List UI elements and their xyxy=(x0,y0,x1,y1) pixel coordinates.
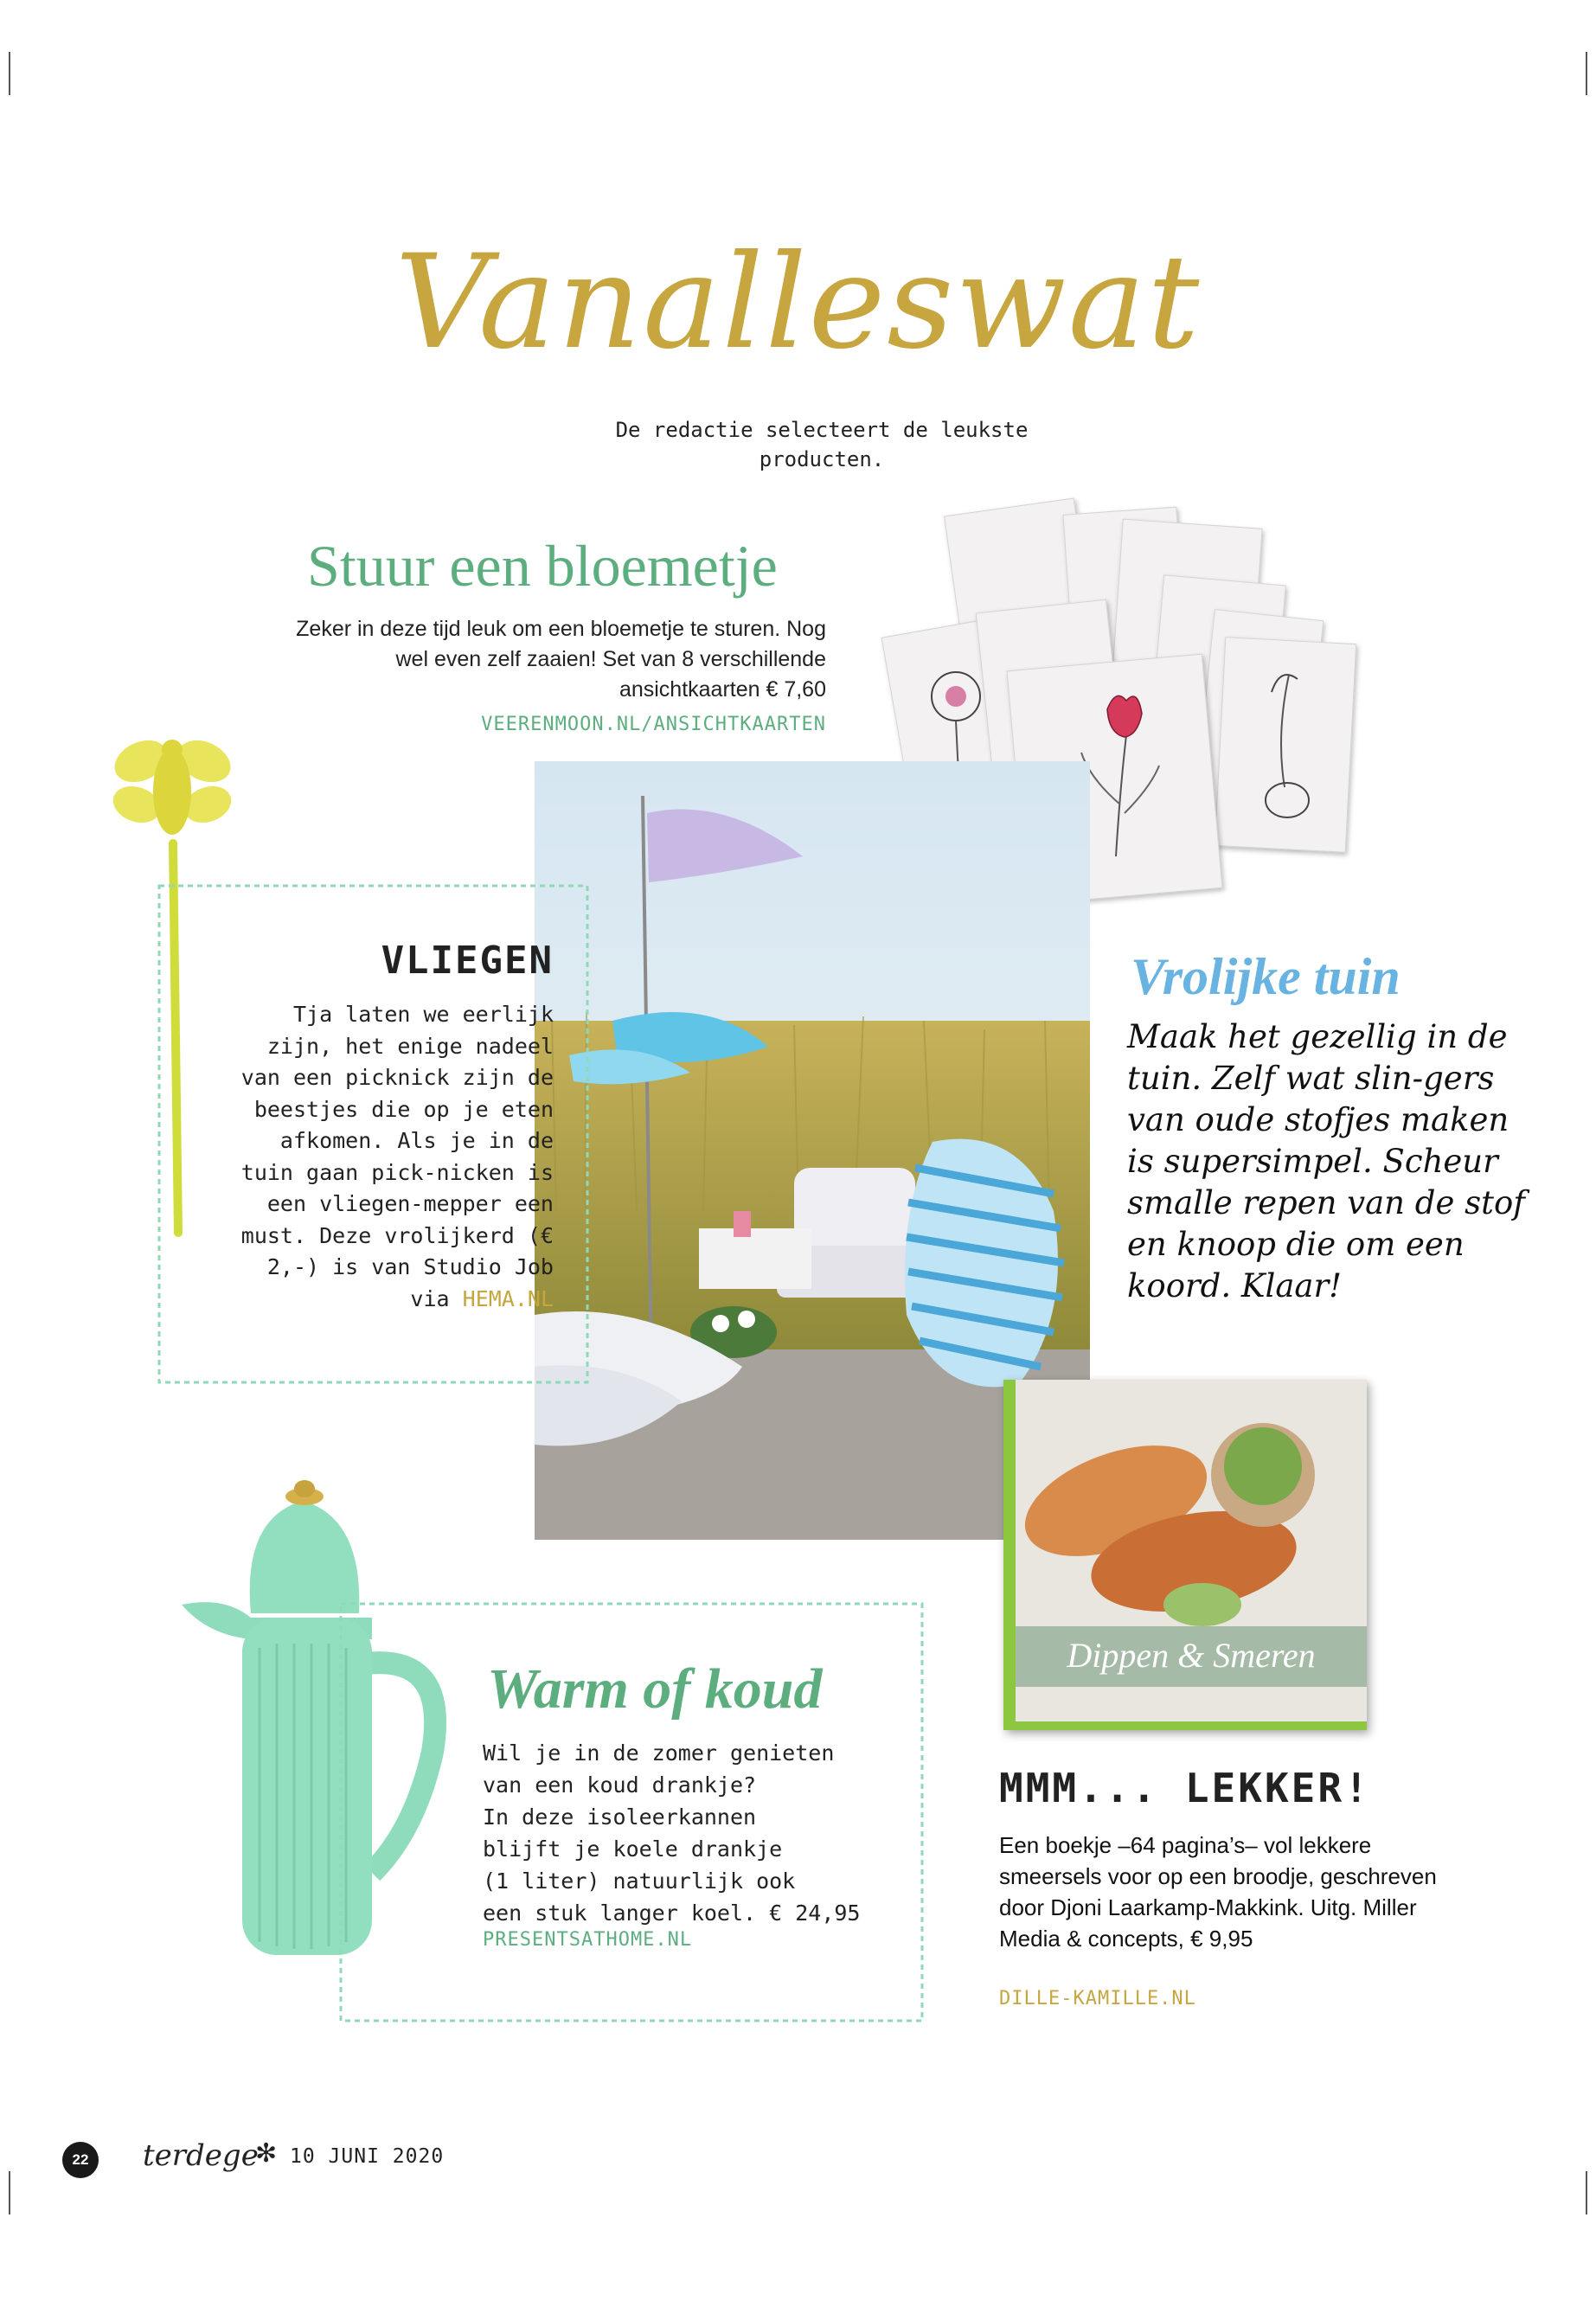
page-subtitle: De redactie selecteert de leukste producten. xyxy=(615,418,1029,471)
vliegen-body: Tja laten we eerlijk zijn, het enige nadeel van een picknick zijn de beestjes die op je eten afkomen. Als je in de tuin gaan pick-nicken is een vliegen-mepper een must. Deze vrolijkerd (€ 2,-) is van Studio Job via xyxy=(240,1002,554,1311)
crop-mark-bottom-right xyxy=(1586,2171,1587,2214)
lekker-heading: MMM... LEKKER! xyxy=(999,1765,1371,1811)
crop-mark-top-left xyxy=(9,52,10,95)
lekker-text: Een boekje –64 pagina’s– vol lekkere smeersels voor op een broodje, geschreven door Djoni Laarkamp-Makkink. Uitg. Miller Media & concepts, € 9,95 xyxy=(999,1832,1437,1952)
flower-drawing-icon xyxy=(908,657,1003,779)
book-cover-image xyxy=(1003,1380,1367,1730)
book-title: Dippen & Smeren xyxy=(1067,1636,1316,1675)
separator-star-icon: ✻ xyxy=(255,2139,278,2168)
bloemetje-link[interactable]: VEERENMOON.NL/ANSICHTKAARTEN xyxy=(481,714,826,735)
bloemetje-text: Zeker in deze tijd leuk om een bloemetje te sturen. Nog wel even zelf zaaien! Set van 8 verschillende ansichtkaarten € 7,60 xyxy=(296,617,826,702)
lekker-link[interactable]: DILLE-KAMILLE.NL xyxy=(999,1988,1196,2009)
page-number-badge: 22 xyxy=(62,2142,99,2178)
crop-mark-top-right xyxy=(1586,52,1587,95)
vliegen-heading: VLIEGEN xyxy=(381,939,554,983)
vliegen-text xyxy=(221,999,554,1315)
bloemetje-heading: Stuur een bloemetje xyxy=(307,533,778,599)
warm-of-koud-link[interactable]: PRESENTSATHOME.NL xyxy=(483,1929,693,1951)
bulb-drawing-icon xyxy=(1237,657,1332,830)
vrolijke-tuin-heading: Vrolijke tuin xyxy=(1131,948,1401,1005)
vrolijke-tuin-text: Maak het gezellig in de tuin. Zelf wat slin-gers van oude stofjes maken is supersimpel. Scheur smalle repen van de stof en knoop die om een koord. Klaar! xyxy=(1127,1018,1525,1304)
magazine-brand: terdege xyxy=(143,2138,259,2173)
warm-of-koud-heading: Warm of koud xyxy=(487,1657,823,1721)
crop-mark-bottom-left xyxy=(9,2171,10,2214)
issue-date: 10 JUNI 2020 xyxy=(290,2145,445,2168)
page-title: Vanalleswat xyxy=(394,228,1202,378)
vliegen-link[interactable]: HEMA.NL xyxy=(462,1285,554,1311)
warm-of-koud-text: Wil je in de zomer genieten van een koud drankje? In deze isoleerkannen blijft je koele drankje (1 liter) natuurlijk ook een stuk langer koel. € 24,95 xyxy=(483,1740,861,1926)
